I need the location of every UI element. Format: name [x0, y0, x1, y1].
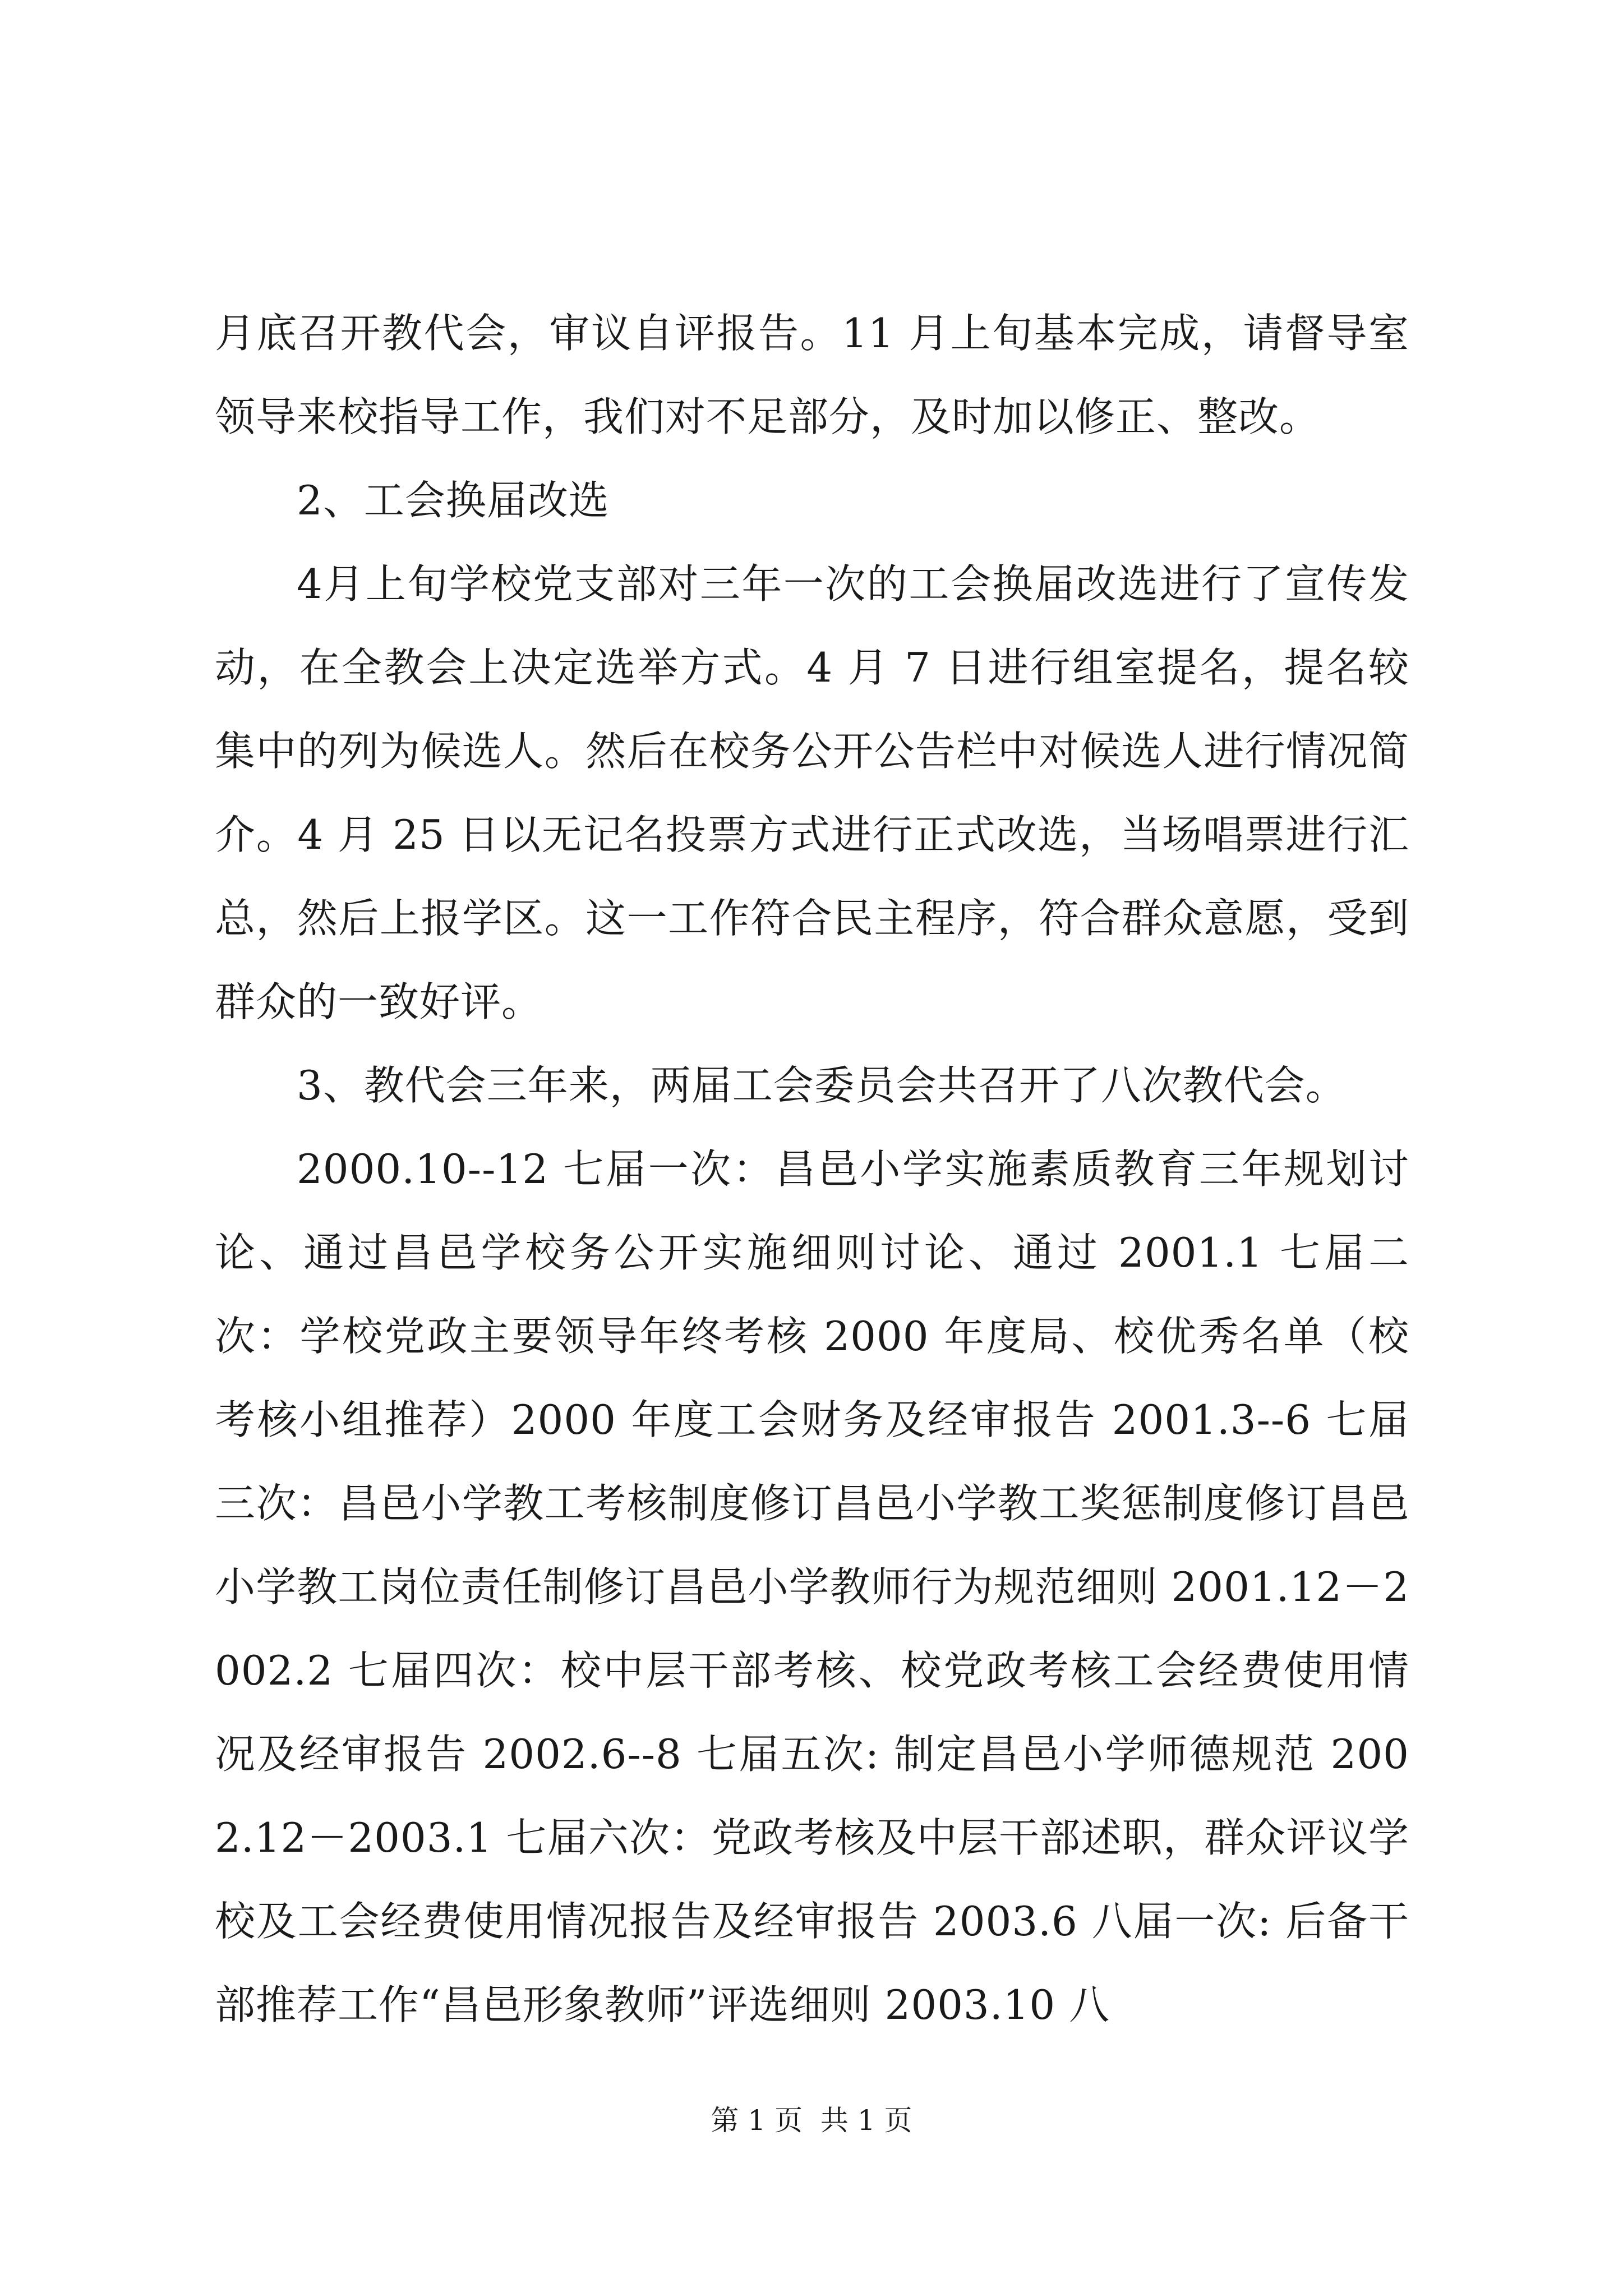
section-heading-union-election: 2、工会换届改选 [297, 477, 610, 524]
page-footer: 第 1 页 共 1 页 [711, 2104, 912, 2137]
document-body [215, 292, 1409, 2047]
section-heading-staff-congress: 3、教代会三年来，两届工会委员会共召开了八次教代会。 [297, 1062, 1347, 1109]
paragraph-congress-sessions: 2000.10--12 七届一次：昌邑小学实施素质教育三年规划讨论、通过昌邑学校务公开实施细则讨论、通过 2001.1 七届二次：学校党政主要领导年终考核 2000 年度局、校优秀名单（校考核小组推荐）2000 年度工会财务及经审报告 2001.3--6 七届三次：昌邑小学教工考核制度修订昌邑小学教工奖惩制度修订昌邑小学教工岗位责任制修订昌邑小学教师行为规范细则 2001.12－2002.2 七届四次：校中层干部考核、校党政考核工会经费使用情况及经审报告 2002.6--8 七届五次: 制定昌邑小学师德规范 2002.12－2003.1 七届六次：党政考核及中层干部述职，群众评议学校及工会经费使用情况报告及经审报告 2003.6 八届一次: 后备干部推荐工作“昌邑形象教师”评选细则 2003.10 八 [215, 1145, 1409, 2028]
paragraph-union-election: 4月上旬学校党支部对三年一次的工会换届改选进行了宣传发动，在全教会上决定选举方式。4 月 7 日进行组室提名，提名较集中的列为候选人。然后在校务公开公告栏中对候选人进行情况简介。4 月 25 日以无记名投票方式进行正式改选，当场唱票进行汇总，然后上报学区。这一工作符合民主程序，符合群众意愿，受到群众的一致好评。 [215, 560, 1409, 1025]
paragraph-continuation: 月底召开教代会，审议自评报告。11 月上旬基本完成，请督导室领导来校指导工作，我们对不足部分，及时加以修正、整改。 [215, 310, 1409, 440]
